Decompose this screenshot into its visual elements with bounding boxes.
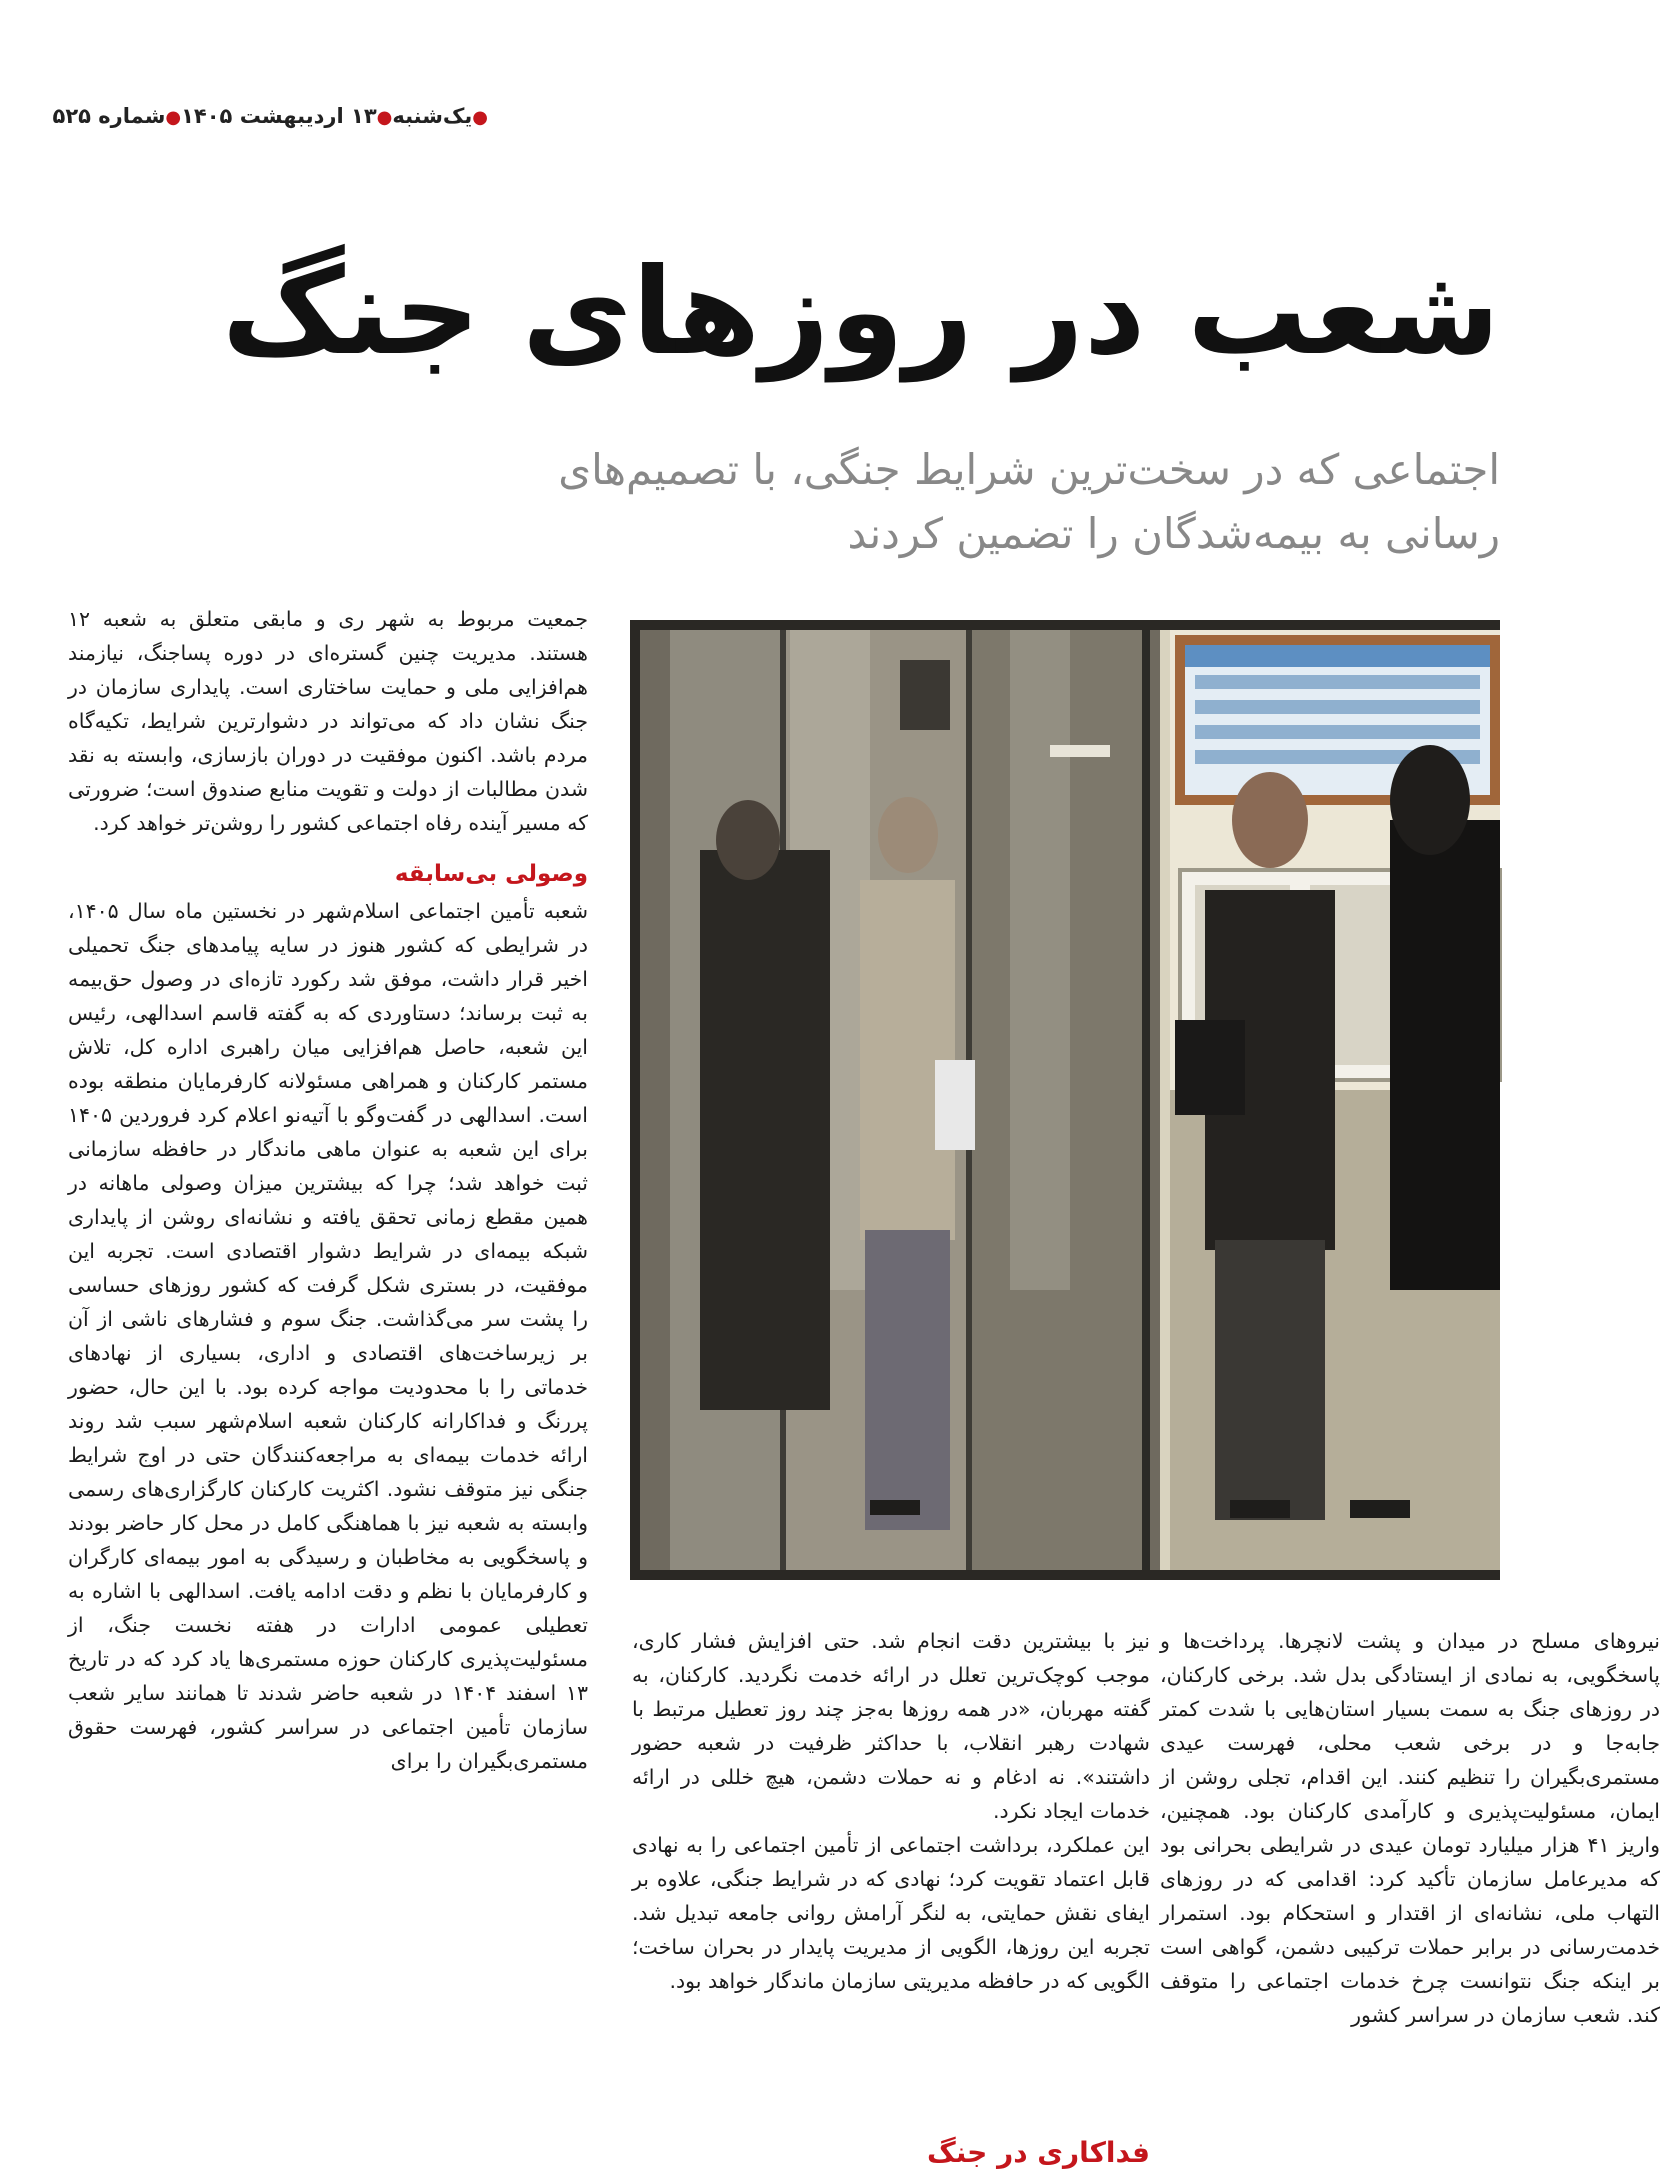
deck: [500, 438, 1500, 566]
middle-paragraph-2: این عملکرد، برداشت اجتماعی از تأمین اجتماعی را به نهادی قابل اعتماد تقویت کرد؛ نهادی که در شرایط جنگی، علاوه بر ایفای نقش حمایتی، به لنگر آرامش روانی جامعه تبدیل شد. تجربه این روزها، الگویی از مدیریت پایدار در بحران ساخت؛ الگویی که در حافظه مدیریتی سازمان ماندگار خواهد بود.: [632, 1833, 1150, 1993]
right-paragraph: نیروهای مسلح در میدان و پشت لانچرها. پرداخت‌ها و پاسخگویی، به نمادی از ایستادگی بدل شد. برخی کارکنان، در روزهای جنگ به سمت بسیار استان‌هایی با شدت کمتر جابه‌جا و در برخی شعب محلی، فهرست عیدی مستمری‌بگیران را تنظیم کنند. این اقدام، تجلی روشن از ایمان، مسئولیت‌پذیری و کارآمدی کارکنان بود. همچنین، واریز ۴۱ هزار میلیارد تومان عیدی در شرایطی بحرانی بود که مدیرعامل سازمان تأکید کرد: اقدامی که در روزهای التهاب ملی، نشانه‌ای از اقتدار و استحکام بود. استمرار خدمت‌رسانی در برابر حملات ترکیبی دشمن، گواهی است بر اینکه جنگ نتوانست چرخ خدمات اجتماعی را متوقف کند. شعب سازمان در سراسر کشور: [1160, 1629, 1660, 2027]
issue-date: ۱۳ اردیبهشت ۱۴۰۵: [181, 104, 377, 128]
left-paragraph-1: جمعیت مربوط به شهر ری و مابقی متعلق به شعبه ۱۲ هستند. مدیریت چنین گستره‌ای در دوره پساجنگ، نیازمند هم‌افزایی ملی و حمایت ساختاری است. پایداری سازمان در جنگ نشان داد که می‌تواند در دشوارترین شرایط، تکیه‌گاه مردم باشد. اکنون موفقیت در دوران بازسازی، وابسته به نقد شدن مطالبات از دولت و تقویت منابع صندوق است؛ ضرورتی که مسیر آینده رفاه اجتماعی کشور را روشن‌تر خواهد کرد.: [68, 607, 588, 835]
left-paragraph-2: شعبه تأمین اجتماعی اسلام‌شهر در نخستین ماه سال ۱۴۰۵، در شرایطی که کشور هنوز در سایه پیامدهای جنگ تحمیلی اخیر قرار داشت، موفق شد رکورد تازه‌ای در وصول حق‌بیمه به ثبت برساند؛ دستاوردی که به گفته قاسم اسدالهی، رئیس این شعبه، حاصل هم‌افزایی میان راهبری اداره کل، تلاش مستمر کارکنان و همراهی مسئولانه کارفرمایان منطقه بوده است. اسدالهی در گفت‌وگو با آتیه‌نو اعلام کرد فروردین ۱۴۰۵ برای این شعبه به عنوان ماهی ماندگار در حافظه سازمانی ثبت خواهد شد؛ چرا که بیشترین میزان وصولی ماهانه در همین مقطع زمانی تحقق یافته و نشانه‌ای روشن از پایداری شبکه بیمه‌ای در شرایط دشوار اقتصادی است. تجربه این موفقیت، در بستری شکل گرفت که کشور روزهای حساسی را پشت سر می‌گذاشت. جنگ سوم و فشارهای ناشی از آن بر زیرساخت‌های اقتصادی و اداری، بسیاری از نهادهای خدماتی را با محدودیت مواجه کرده بود. با این حال، حضور پررنگ و فداکارانه کارکنان شعبه اسلام‌شهر سبب شد روند ارائه خدمات بیمه‌ای به مراجعه‌کنندگان حتی در اوج شرایط جنگی نیز متوقف نشود. اکثریت کارکنان کارگزاری‌های رسمی وابسته به شعبه نیز با هماهنگی کامل در محل کار حاضر بودند و پاسخگویی به مخاطبان و رسیدگی به امور بیمه‌ای کارگران و کارفرمایان با نظم و دقت ادامه یافت. اسدالهی با اشاره به تعطیلی عمومی ادارات در هفته نخست جنگ، از مسئولیت‌پذیری کارکنان حوزه مستمری‌ها یاد کرد که در تاریخ ۱۳ اسفند ۱۴۰۴ در شعبه حاضر شدند تا همانند سایر شعب سازمان تأمین اجتماعی در سراسر کشور، فهرست حقوق مستمری‌بگیران را برای: [68, 899, 588, 1773]
issue-day: یک‌شنبه: [392, 104, 473, 128]
deck-line-1: اجتماعی که در سخت‌ترین شرایط جنگی، با تصمیم‌های: [558, 445, 1500, 494]
headline: شعب در روزهای جنگ: [221, 243, 1500, 382]
left-column: [68, 602, 588, 2161]
middle-subhead-area: [632, 2136, 1150, 2169]
issue-number: شماره ۵۲۵: [52, 104, 166, 128]
headline-area: [0, 238, 1500, 388]
deck-line-2: رسانی به بیمه‌شدگان را تضمین کردند: [847, 509, 1500, 558]
middle-column: [632, 1624, 1150, 2044]
right-column: [1160, 1624, 1660, 2161]
left-subhead: وصولی بی‌سابقه: [394, 861, 588, 887]
middle-subhead: فداکاری در جنگ: [927, 2136, 1150, 2169]
article-photo: [630, 620, 1500, 1580]
deck-area: [560, 438, 1500, 578]
bullet-icon: ●: [376, 107, 393, 128]
middle-paragraph-1: نیز با بیشترین دقت انجام شد. حتی افزایش فشار کاری، موجب کوچک‌ترین تعلل در ارائه خدمت نگردید. کارکنان، به گفته مهربان، «در همه روزها به‌جز چند روز تعطیل مرتبط با شهادت رهبر انقلاب، با حداکثر ظرفیت در شعبه حضور داشتند». نه ادغام و نه حملات دشمن، هیچ خللی در ارائه خدمات ایجاد نکرد.: [632, 1629, 1150, 1823]
issue-header: [52, 104, 488, 140]
office-scene-illustration: [630, 620, 1500, 1580]
bullet-icon: ●: [165, 107, 182, 128]
bullet-icon: ●: [472, 107, 488, 128]
